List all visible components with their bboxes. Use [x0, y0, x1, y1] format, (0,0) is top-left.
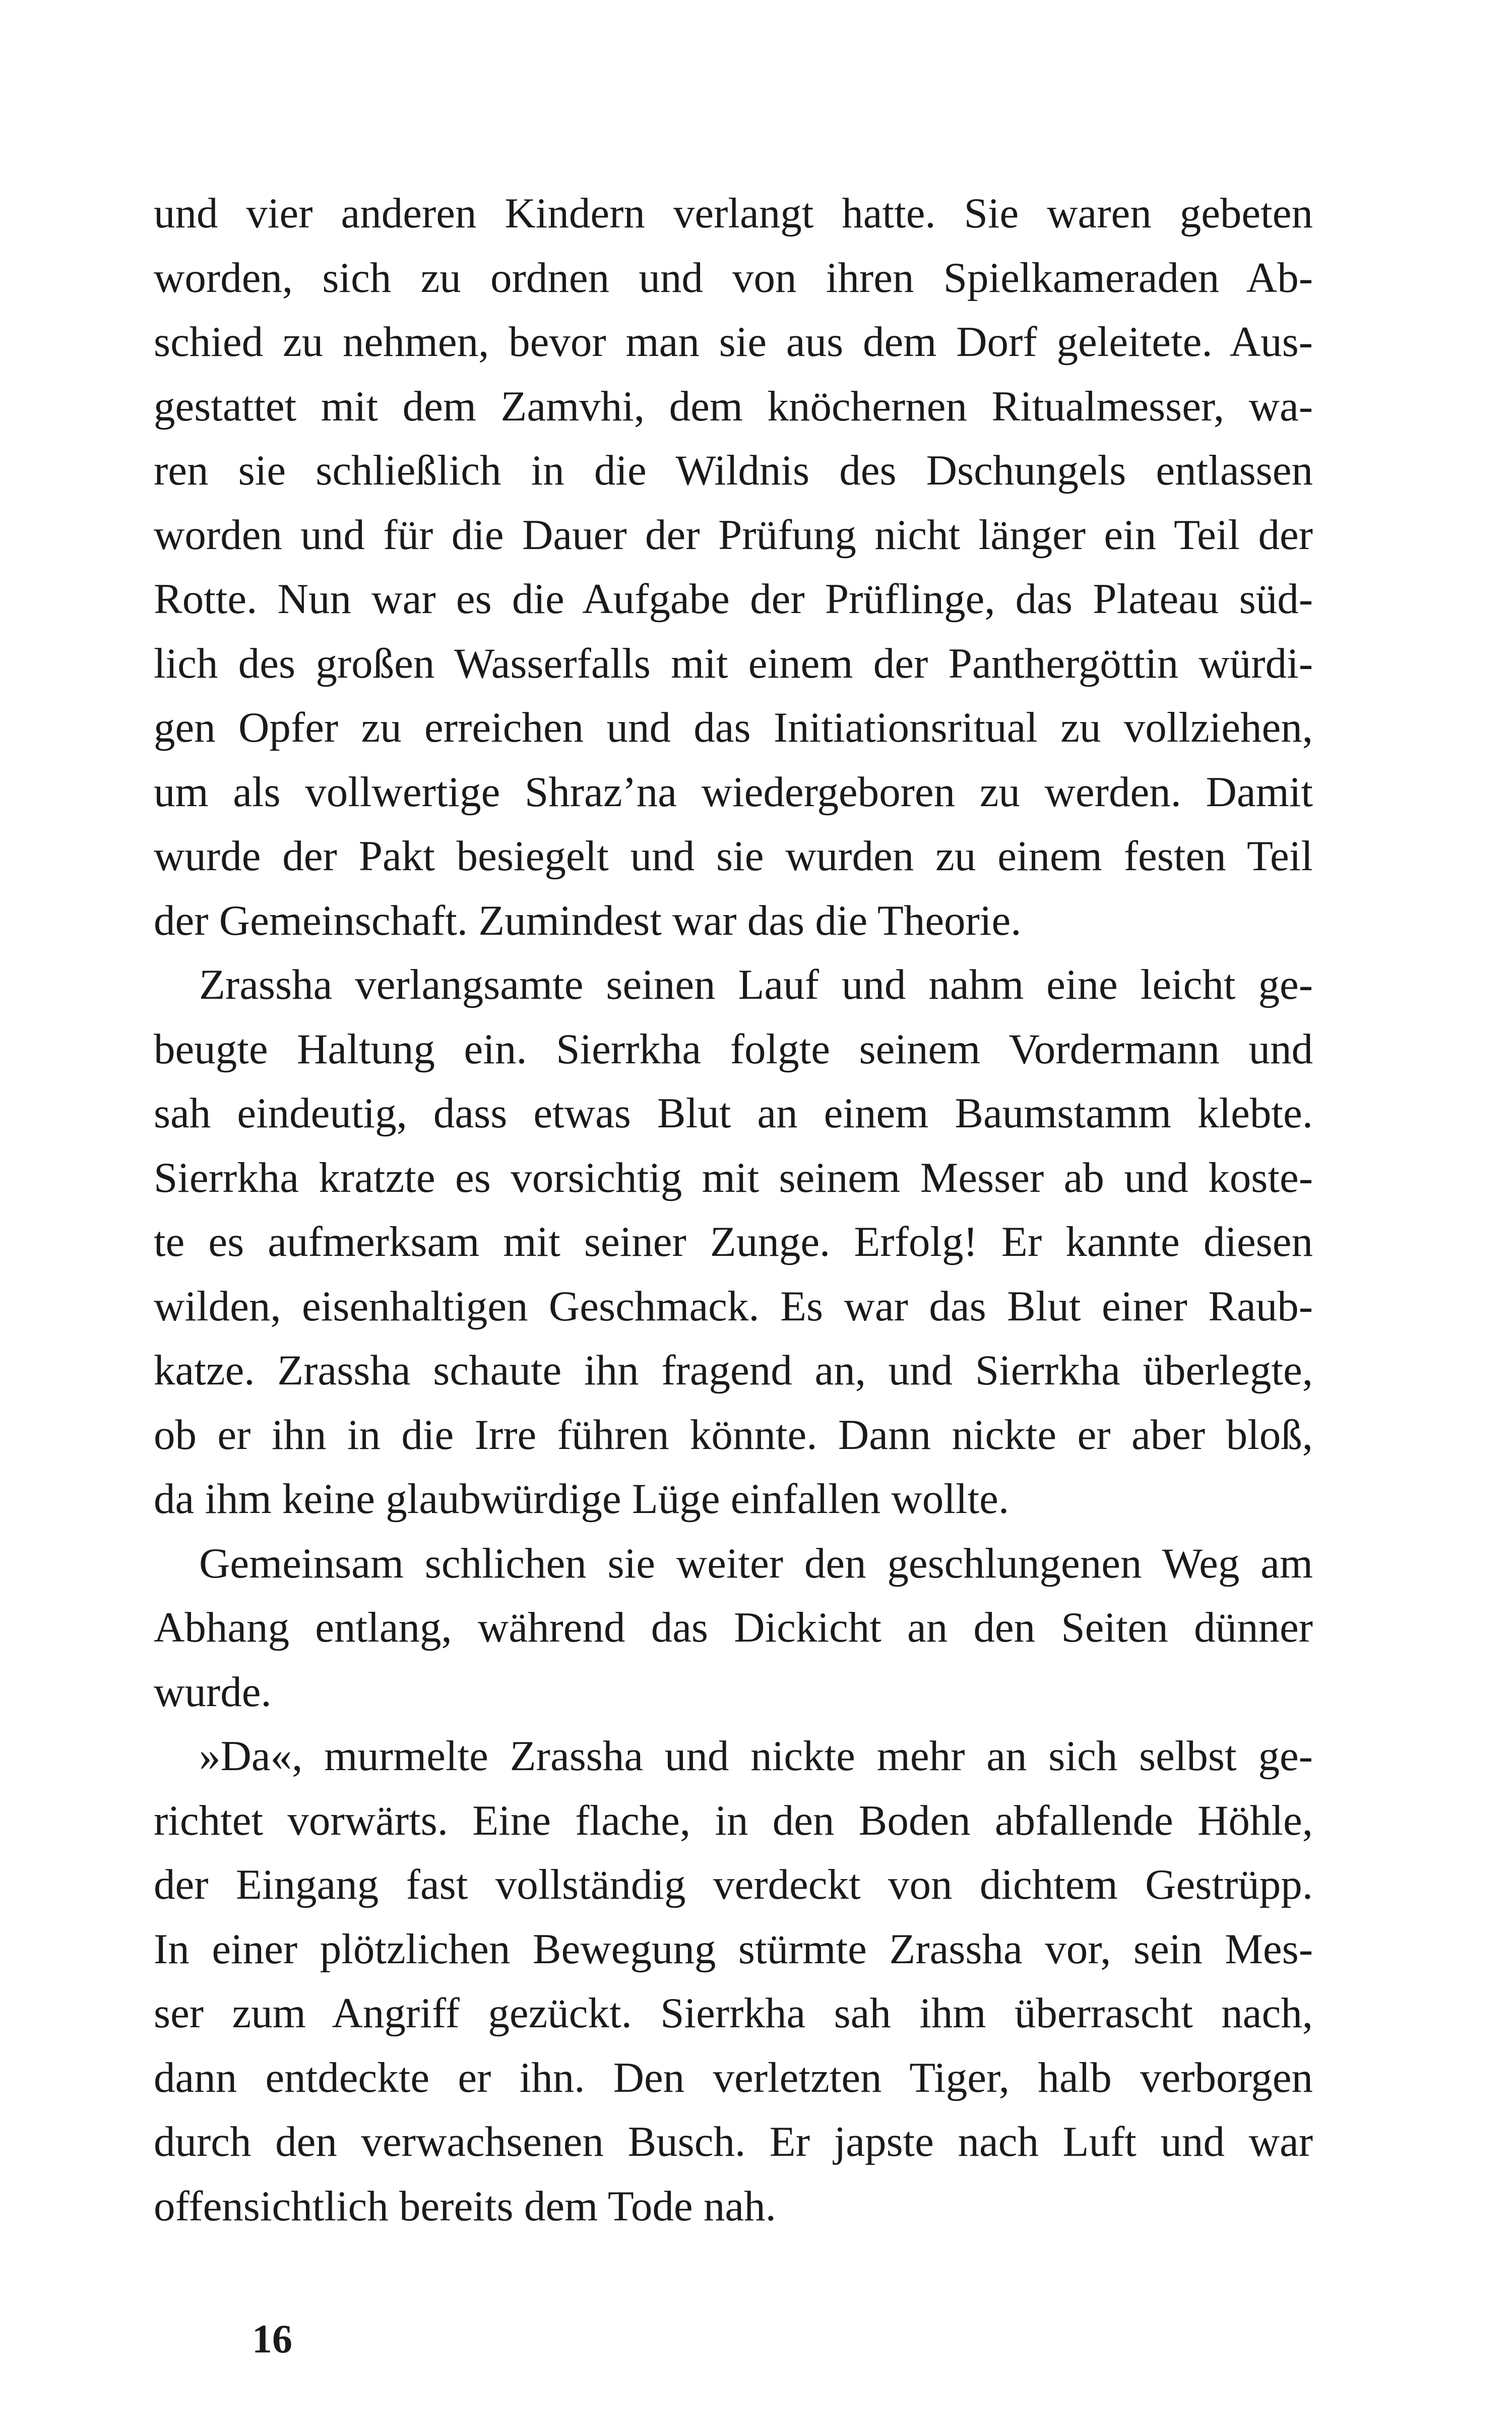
page-number: 16 — [252, 2317, 292, 2362]
text-line: worden und für die Dauer der Prüfung nicht länger ein Teil der — [154, 511, 1313, 559]
text-line: Abhang entlang, während das Dickicht an den Seiten dünner — [154, 1604, 1313, 1651]
text-line: und vier anderen Kindern verlangt hatte. Sie waren gebeten — [154, 190, 1313, 237]
paragraph-2 — [154, 953, 1313, 1532]
text-line: Sierrkha kratzte es vorsichtig mit seinem Messer ab und koste- — [154, 1154, 1313, 1201]
body-text — [154, 182, 1313, 2238]
text-line: um als vollwertige Shraz’na wiedergeboren zu werden. Damit — [154, 768, 1313, 816]
text-line: lich des großen Wasserfalls mit einem der Panthergöttin würdi- — [154, 639, 1313, 687]
paragraph-3 — [154, 1532, 1313, 1725]
text-line: Zrassha verlangsamte seinen Lauf und nahm eine leicht ge- — [199, 961, 1313, 1008]
text-line: katze. Zrassha schaute ihn fragend an, und Sierrkha überlegte, — [154, 1347, 1313, 1394]
text-line: durch den verwachsenen Busch. Er japste nach Luft und war — [154, 2118, 1313, 2165]
text-line: offensichtlich bereits dem Tode nah. — [154, 2182, 776, 2230]
text-line: Rotte. Nun war es die Aufgabe der Prüflinge, das Plateau süd- — [154, 575, 1313, 623]
paragraph-1 — [154, 182, 1313, 953]
text-line: worden, sich zu ordnen und von ihren Spielkameraden Ab- — [154, 254, 1313, 301]
text-line: der Gemeinschaft. Zumindest war das die Theorie. — [154, 896, 1022, 944]
text-line: da ihm keine glaubwürdige Lüge einfallen wollte. — [154, 1475, 1010, 1523]
text-line: der Eingang fast vollständig verdeckt von dichtem Gestrüpp. — [154, 1861, 1313, 1908]
text-line: dann entdeckte er ihn. Den verletzten Tiger, halb verborgen — [154, 2053, 1313, 2101]
text-line: gen Opfer zu erreichen und das Initiationsritual zu vollziehen, — [154, 704, 1313, 751]
text-line: ob er ihn in die Irre führen könnte. Dann nickte er aber bloß, — [154, 1411, 1313, 1459]
paragraph-4 — [154, 1724, 1313, 2238]
text-line: wurde. — [154, 1668, 272, 1716]
text-line: sah eindeutig, dass etwas Blut an einem Baumstamm klebte. — [154, 1090, 1313, 1137]
text-line: »Da«, murmelte Zrassha und nickte mehr an sich selbst ge- — [199, 1732, 1313, 1780]
text-line: wilden, eisenhaltigen Geschmack. Es war das Blut einer Raub- — [154, 1282, 1313, 1330]
text-line: wurde der Pakt besiegelt und sie wurden zu einem festen Teil — [154, 832, 1313, 880]
text-line: gestattet mit dem Zamvhi, dem knöchernen Ritualmesser, wa- — [154, 382, 1313, 430]
text-line: richtet vorwärts. Eine flache, in den Boden abfallende Höhle, — [154, 1796, 1313, 1844]
text-line: beugte Haltung ein. Sierrkha folgte seinem Vordermann und — [154, 1025, 1313, 1073]
text-line: In einer plötzlichen Bewegung stürmte Zrassha vor, sein Mes- — [154, 1925, 1313, 1973]
text-line: ren sie schließlich in die Wildnis des Dschungels entlassen — [154, 447, 1313, 494]
text-line: schied zu nehmen, bevor man sie aus dem Dorf geleitete. Aus- — [154, 318, 1313, 366]
text-line: te es aufmerksam mit seiner Zunge. Erfolg! Er kannte diesen — [154, 1218, 1313, 1265]
text-line: ser zum Angriff gezückt. Sierrkha sah ihm überrascht nach, — [154, 1989, 1313, 2037]
text-line: Gemeinsam schlichen sie weiter den geschlungenen Weg am — [199, 1539, 1313, 1587]
